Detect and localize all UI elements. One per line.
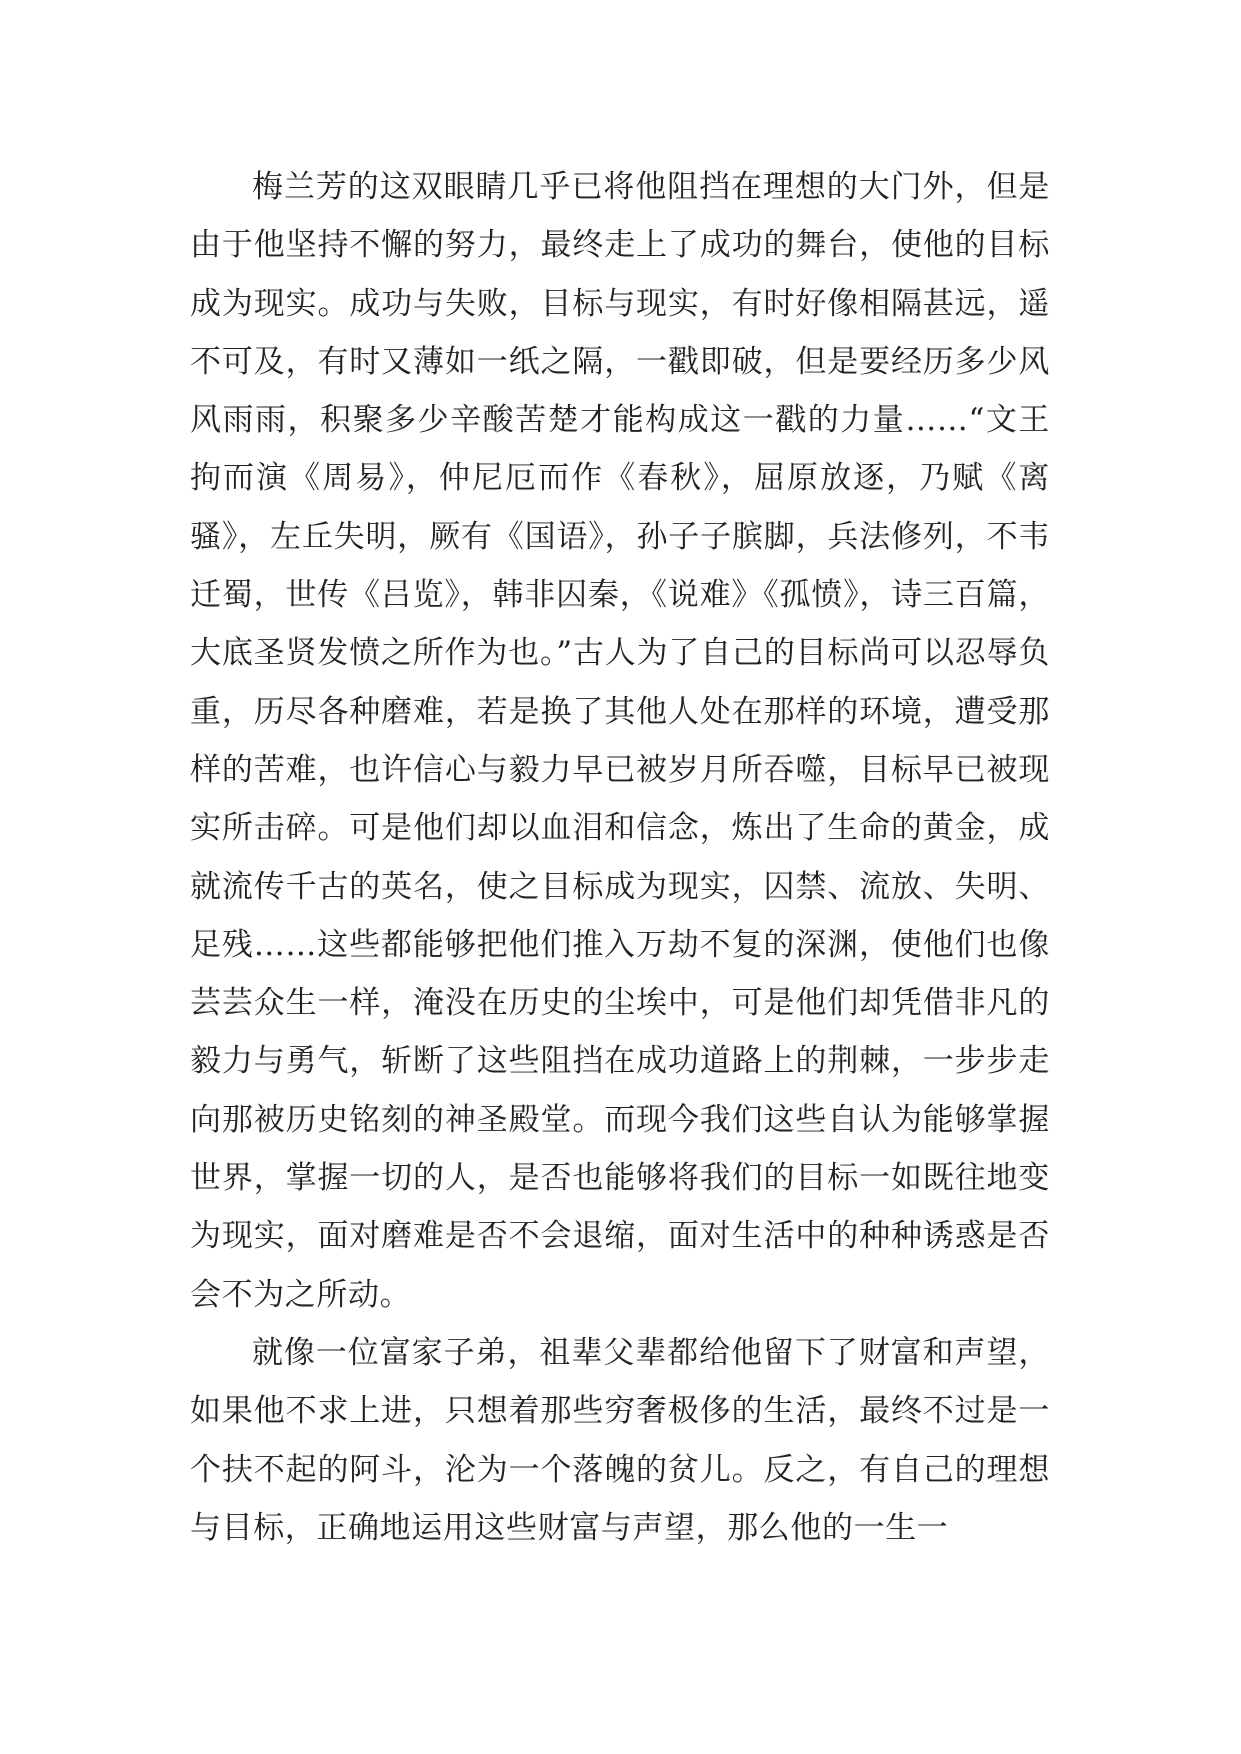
paragraph-1: 梅兰芳的这双眼睛几乎已将他阻挡在理想的大门外，但是由于他坚持不懈的努力，最终走上了成功的舞台，使他的目标成为现实。成功与失败，目标与现实，有时好像相隔甚远，遥不可及，有时又薄如一纸之隔，一戳即破，但是要经历多少风风雨雨，积聚多少辛酸苦楚才能构成这一戳的力量……“文王拘而演《周易》，仲尼厄而作《春秋》，屈原放逐，乃赋《离骚》，左丘失明，厥有《国语》，孙子子膑脚，兵法修列，不韦迁蜀，世传《吕览》，韩非囚秦，《说难》《孤愤》，诗三百篇，大底圣贤发愤之所作为也。”古人为了自己的目标尚可以忍辱负重，历尽各种磨难，若是换了其他人处在那样的环境，遭受那样的苦难，也许信心与毅力早已被岁月所吞噬，目标早已被现实所击碎。可是他们却以血泪和信念，炼出了生命的黄金，成就流传千古的英名，使之目标成为现实，囚禁、流放、失明、足残……这些都能够把他们推入万劫不复的深渊，使他们也像芸芸众生一样，淹没在历史的尘埃中，可是他们却凭借非凡的毅力与勇气，斩断了这些阻挡在成功道路上的荆棘，一步步走向那被历史铭刻的神圣殿堂。而现今我们这些自认为能够掌握世界，掌握一切的人，是否也能够将我们的目标一如既往地变为现实，面对磨难是否不会退缩，面对生活中的种种诱惑是否会不为之所动。	[190, 169, 1050, 1313]
body-text	[190, 158, 1050, 1557]
paragraph-2: 就像一位富家子弟，祖辈父辈都给他留下了财富和声望，如果他不求上进，只想着那些穷奢极侈的生活，最终不过是一个扶不起的阿斗，沦为一个落魄的贫儿。反之，有自己的理想与目标，正确地运用这些财富与声望，那么他的一生一	[190, 1334, 1050, 1546]
